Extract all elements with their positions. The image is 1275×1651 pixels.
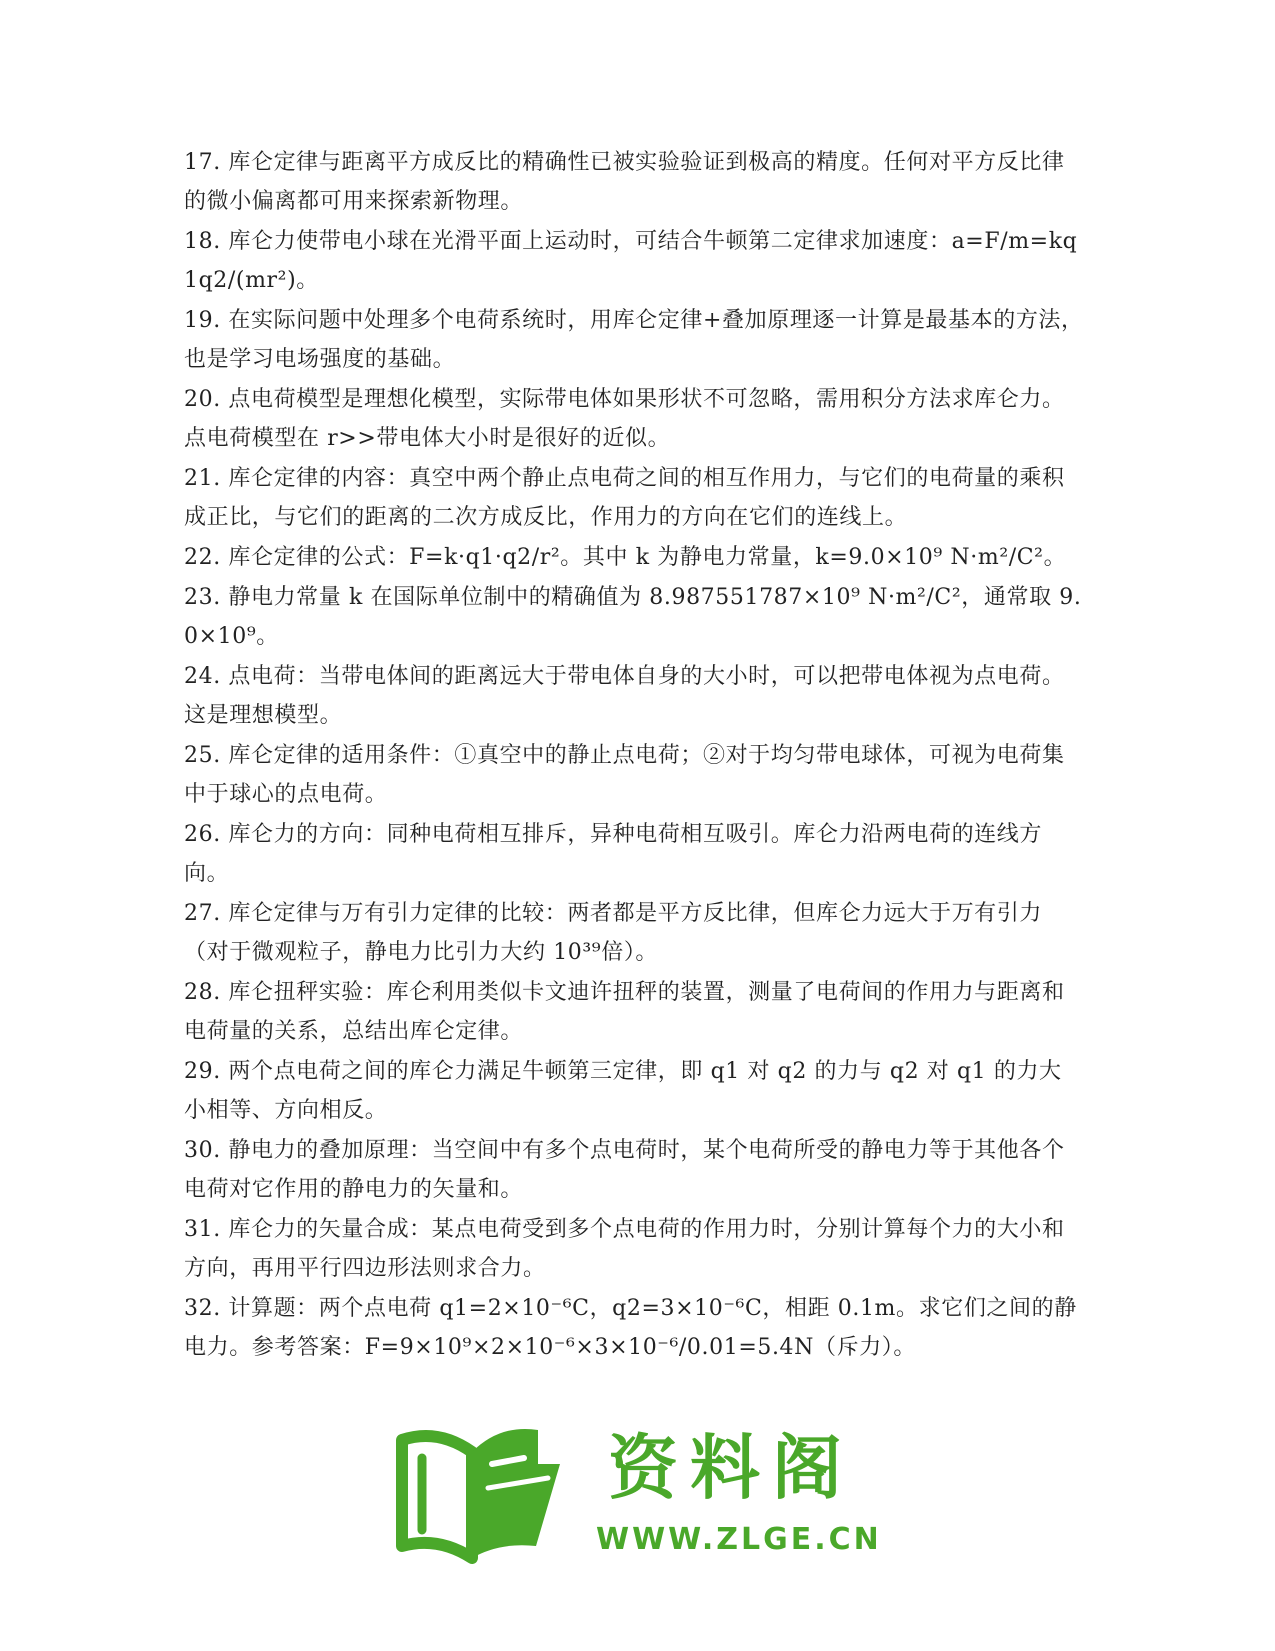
list-item: 25. 库仑定律的适用条件：①真空中的静止点电荷；②对于均匀带电球体，可视为电荷集中于球心的点电荷。 xyxy=(184,743,1065,807)
logo-title: 资料阁 xyxy=(608,1427,854,1509)
open-book-icon xyxy=(388,1418,568,1568)
list-item: 20. 点电荷模型是理想化模型，实际带电体如果形状不可忽略，需用积分方法求库仑力。点电荷模型在 r>>带电体大小时是很好的近似。 xyxy=(184,387,1065,451)
list-item: 32. 计算题：两个点电荷 q1=2×10⁻⁶C，q2=3×10⁻⁶C，相距 0.1m。求它们之间的静电力。参考答案：F=9×10⁹×2×10⁻⁶×3×10⁻⁶/0.01=5.4N（斥力）。 xyxy=(184,1296,1077,1360)
list-item: 30. 静电力的叠加原理：当空间中有多个点电荷时，某个电荷所受的静电力等于其他各个电荷对它作用的静电力的矢量和。 xyxy=(184,1138,1065,1202)
list-item: 19. 在实际问题中处理多个电荷系统时，用库仑定律+叠加原理逐一计算是最基本的方法，也是学习电场强度的基础。 xyxy=(184,308,1084,372)
list-item: 17. 库仑定律与距离平方成反比的精确性已被实验验证到极高的精度。任何对平方反比律的微小偏离都可用来探索新物理。 xyxy=(184,150,1065,214)
list-item: 27. 库仑定律与万有引力定律的比较：两者都是平方反比律，但库仑力远大于万有引力（对于微观粒子，静电力比引力大约 10³⁹倍）。 xyxy=(184,901,1042,965)
list-item: 26. 库仑力的方向：同种电荷相互排斥，异种电荷相互吸引。库仑力沿两电荷的连线方向。 xyxy=(184,822,1042,886)
list-item: 29. 两个点电荷之间的库仑力满足牛顿第三定律，即 q1 对 q2 的力与 q2 对 q1 的力大小相等、方向相反。 xyxy=(184,1059,1062,1123)
document-body xyxy=(184,143,1084,1368)
list-item: 22. 库仑定律的公式：F=k·q1·q2/r²。其中 k 为静电力常量，k=9.0×10⁹ N·m²/C²。 xyxy=(184,545,1067,570)
list-item: 28. 库仑扭秤实验：库仑利用类似卡文迪许扭秤的装置，测量了电荷间的作用力与距离和电荷量的关系，总结出库仑定律。 xyxy=(184,980,1065,1044)
site-logo xyxy=(388,1418,882,1578)
list-item: 24. 点电荷：当带电体间的距离远大于带电体自身的大小时，可以把带电体视为点电荷。这是理想模型。 xyxy=(184,664,1065,728)
list-item: 23. 静电力常量 k 在国际单位制中的精确值为 8.987551787×10⁹ N·m²/C²，通常取 9.0×10⁹。 xyxy=(184,585,1082,649)
list-item: 31. 库仑力的矢量合成：某点电荷受到多个点电荷的作用力时，分别计算每个力的大小和方向，再用平行四边形法则求合力。 xyxy=(184,1217,1065,1281)
logo-url: WWW.ZLGE.CN xyxy=(596,1522,882,1557)
list-item: 18. 库仑力使带电小球在光滑平面上运动时，可结合牛顿第二定律求加速度：a=F/m=kq1q2/(mr²)。 xyxy=(184,229,1078,293)
list-item: 21. 库仑定律的内容：真空中两个静止点电荷之间的相互作用力，与它们的电荷量的乘积成正比，与它们的距离的二次方成反比，作用力的方向在它们的连线上。 xyxy=(184,466,1065,530)
